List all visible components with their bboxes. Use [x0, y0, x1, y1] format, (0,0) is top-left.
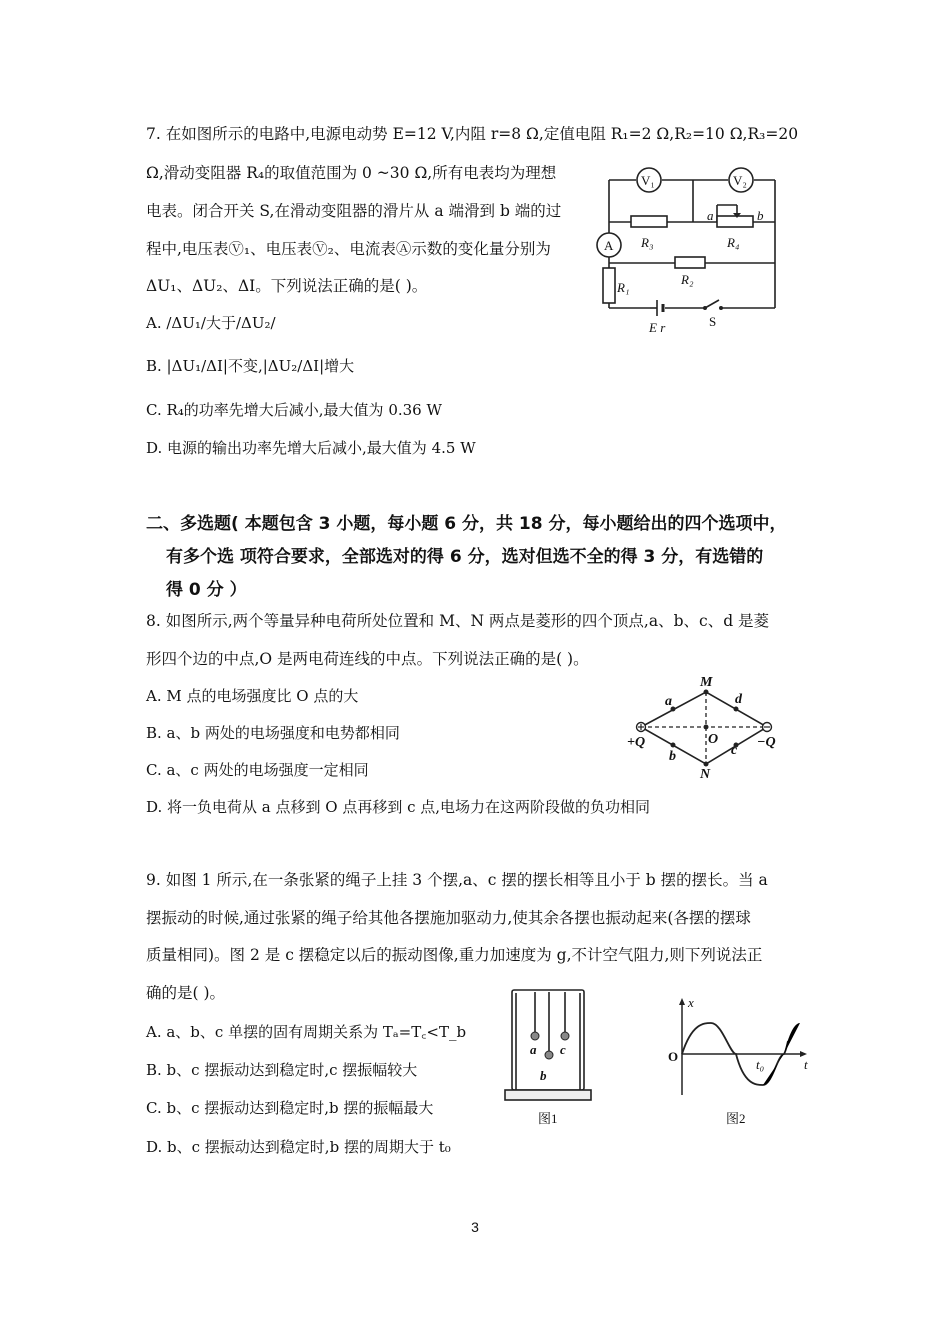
- label-c: c: [731, 743, 738, 758]
- label-a: a: [707, 208, 714, 223]
- label-n: N: [700, 767, 711, 782]
- q8-option-a: A. M 点的电场强度比 O 点的大: [146, 687, 359, 705]
- label-r3: R₃: [641, 235, 654, 250]
- q9-pendulum-figure: [500, 985, 600, 1130]
- q7-line-5: ΔU₁、ΔU₂、ΔI。下列说法正确的是( )。: [146, 277, 428, 295]
- label-b: b: [757, 208, 764, 223]
- label-b: b: [540, 1068, 547, 1083]
- label-b: b: [669, 749, 676, 764]
- label-x: x: [688, 995, 694, 1010]
- section2-line-1: 二、多选题( 本题包含 3 小题，每小题 6 分，共 18 分，每小题给出的四个选项中，: [146, 514, 787, 534]
- section2-line-3: 得 0 分 ）: [166, 580, 247, 600]
- label-t0: t₀: [756, 1057, 765, 1072]
- label-ammeter: A: [604, 238, 614, 253]
- label-a: a: [530, 1042, 537, 1057]
- label-minus-q: −Q: [757, 735, 776, 750]
- fig2-caption: 图2: [726, 1111, 746, 1126]
- q8-option-b: B. a、b 两处的电场强度和电势都相同: [146, 724, 400, 742]
- label-source: E r: [649, 320, 666, 335]
- q9-option-b: B. b、c 摆振动达到稳定时,c 摆振幅较大: [146, 1061, 418, 1079]
- q8-line-1: 8. 如图所示,两个等量异种电荷所处位置和 M、N 两点是菱形的四个顶点,a、b、c、d 是菱: [146, 612, 770, 630]
- label-m: M: [700, 675, 713, 690]
- q7-option-c: C. R₄的功率先增大后减小,最大值为 0.36 W: [146, 401, 442, 419]
- page-number: 3: [471, 1219, 479, 1235]
- q7-line-3: 电表。闭合开关 S,在滑动变阻器的滑片从 a 端滑到 b 端的过: [146, 202, 562, 220]
- q9-line-3: 质量相同)。图 2 是 c 摆稳定以后的振动图像,重力加速度为 g,不计空气阻力,则下列说法正: [146, 946, 763, 964]
- q7-option-a: A. /ΔU₁/大于/ΔU₂/: [146, 314, 276, 332]
- label-v1: V₁: [641, 173, 655, 188]
- q9-line-2: 摆振动的时候,通过张紧的绳子给其他各摆施加驱动力,使其余各摆也振动起来(各摆的摆球: [146, 909, 751, 927]
- q9-oscillation-graph: [660, 995, 815, 1130]
- q7-circuit-figure: [595, 160, 795, 338]
- label-c: c: [560, 1042, 566, 1057]
- q8-rhombus-figure: [625, 672, 785, 782]
- label-a: a: [665, 694, 672, 709]
- label-v2: V₂: [733, 173, 747, 188]
- q9-line-1: 9. 如图 1 所示,在一条张紧的绳子上挂 3 个摆,a、c 摆的摆长相等且小于 b 摆的摆长。当 a: [146, 871, 768, 889]
- label-plus-q: +Q: [627, 735, 646, 750]
- label-r4: R₄: [727, 235, 740, 250]
- section2-line-2: 有多个选 项符合要求，全部选对的得 6 分，选对但选不全的得 3 分，有选错的: [166, 547, 764, 567]
- q8-line-2: 形四个边的中点,O 是两电荷连线的中点。下列说法正确的是( )。: [146, 650, 589, 668]
- label-r1: R₁: [617, 280, 630, 295]
- q9-option-c: C. b、c 摆振动达到稳定时,b 摆的振幅最大: [146, 1099, 434, 1117]
- q7-line-1: 7. 在如图所示的电路中,电源电动势 E=12 V,内阻 r=8 Ω,定值电阻 R₁=2 Ω,R₂=10 Ω,R₃=20: [146, 125, 799, 143]
- label-t: t: [804, 1057, 808, 1072]
- q7-option-d: D. 电源的输出功率先增大后减小,最大值为 4.5 W: [146, 439, 476, 457]
- label-o: O: [668, 1049, 679, 1064]
- fig1-caption: 图1: [538, 1111, 558, 1126]
- label-switch: S: [709, 314, 717, 329]
- label-d: d: [735, 692, 742, 707]
- q7-option-b: B. |ΔU₁/ΔI|不变,|ΔU₂/ΔI|增大: [146, 357, 355, 375]
- q9-line-4: 确的是( )。: [146, 984, 226, 1002]
- label-r2: R₂: [681, 272, 694, 287]
- q9-option-d: D. b、c 摆振动达到稳定时,b 摆的周期大于 t₀: [146, 1138, 451, 1156]
- q9-option-a: A. a、b、c 单摆的固有周期关系为 Tₐ=T꜀<T_b: [146, 1023, 467, 1041]
- q8-option-c: C. a、c 两处的电场强度一定相同: [146, 761, 369, 779]
- q7-line-4: 程中,电压表Ⓥ₁、电压表Ⓥ₂、电流表Ⓐ示数的变化量分别为: [146, 240, 551, 258]
- q7-line-2: Ω,滑动变阻器 R₄的取值范围为 0 ~30 Ω,所有电表均为理想: [146, 164, 557, 182]
- label-o: O: [708, 732, 719, 747]
- q8-option-d: D. 将一负电荷从 a 点移到 O 点再移到 c 点,电场力在这两阶段做的负功相同: [146, 798, 651, 816]
